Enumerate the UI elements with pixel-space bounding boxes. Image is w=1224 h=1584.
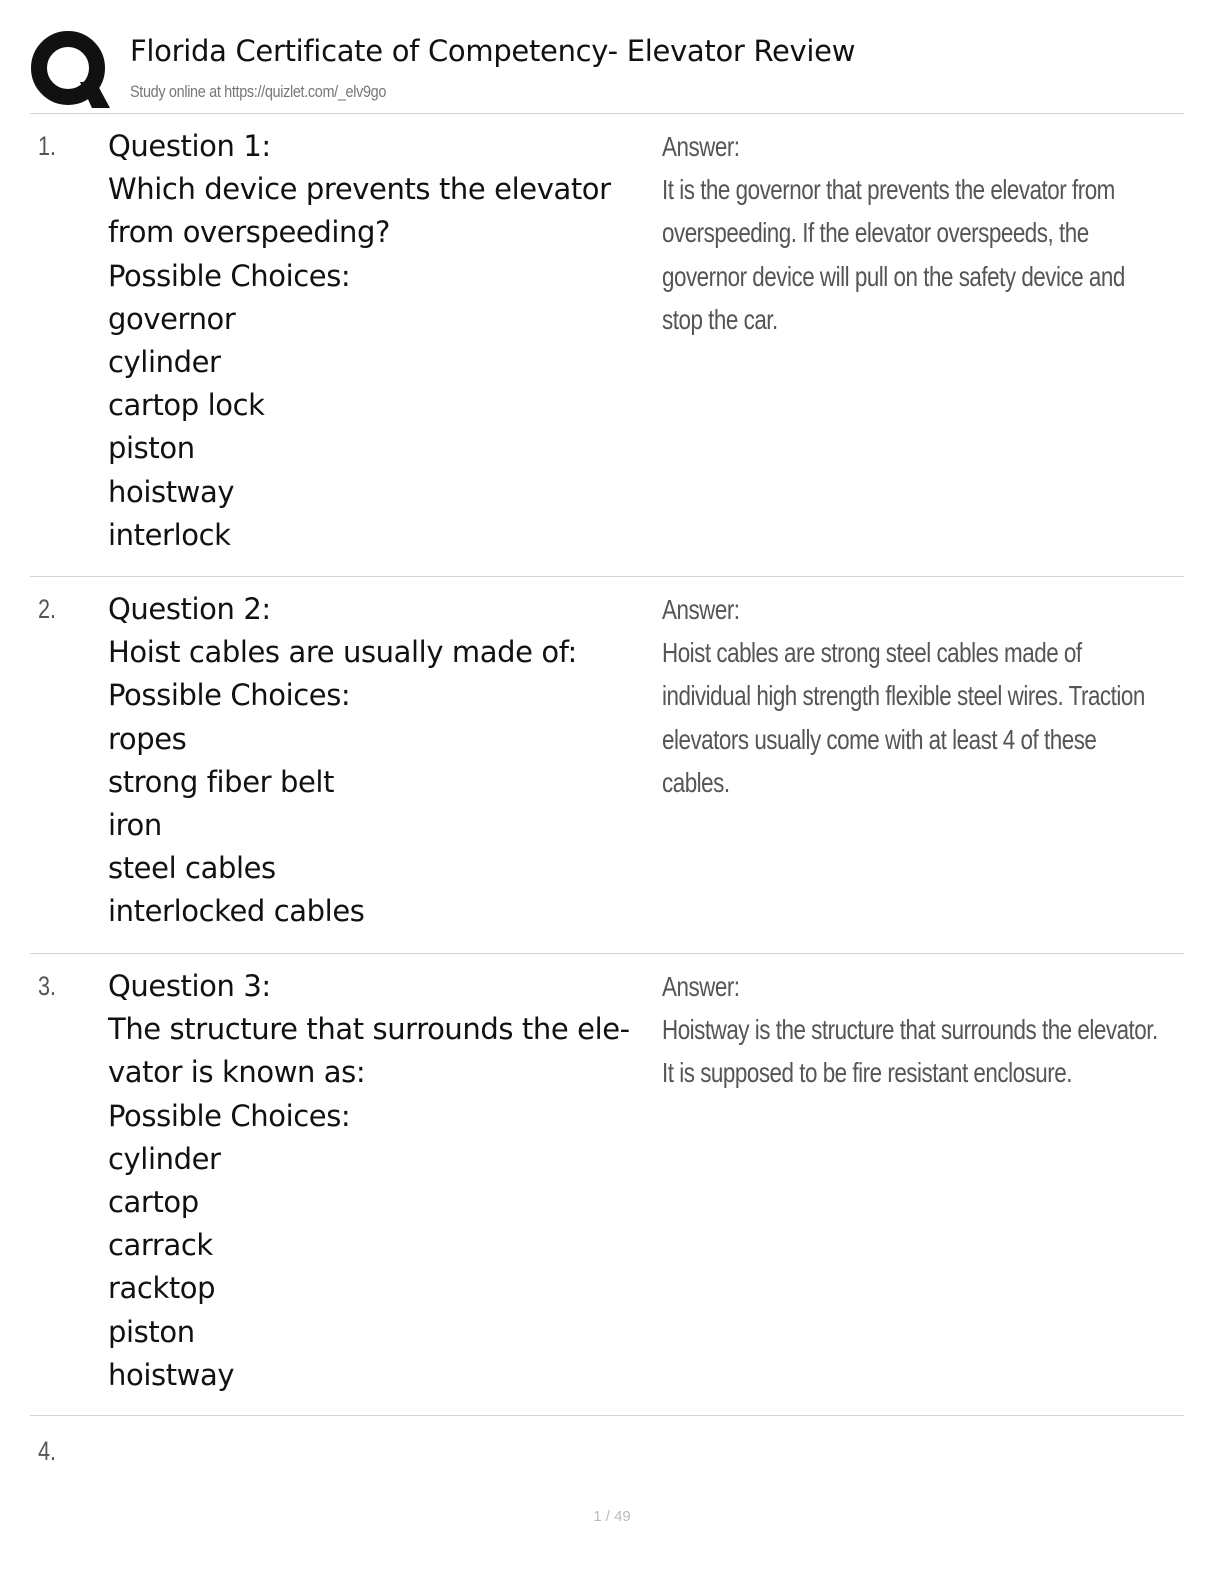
choice: piston [108,1314,195,1349]
question-line: Which device prevents the elevator [108,172,611,207]
card-divider [30,953,1184,954]
question-block [108,588,653,934]
answer-text: It is the governor that prevents the elevator from overspeeding. If the elevator overspeeds, the governor device will pull on the safety device and stop the car. [662,174,1125,335]
choice: iron [108,808,162,843]
answer-label: Answer: [662,131,740,162]
study-online-link[interactable]: Study online at https://quizlet.com/_elv9go [130,82,387,101]
card-divider [30,1415,1184,1416]
question-block [108,125,653,557]
choice: cylinder [108,345,221,380]
choice: hoistway [108,474,235,509]
choice: hoistway [108,1357,235,1392]
choice: cartop lock [108,388,265,423]
quizlet-logo-icon [30,30,110,108]
question-line: Possible Choices: [108,678,351,713]
choice: strong fiber belt [108,764,335,799]
header-divider [30,113,1184,114]
card-divider [30,576,1184,577]
choice: ropes [108,721,187,756]
choice: racktop [108,1271,216,1306]
question-line: Question 3: [108,969,271,1003]
choice: steel cables [108,851,276,886]
card-number: 1. [38,131,57,161]
choice: cylinder [108,1141,221,1176]
question-line: The structure that surrounds the ele- [108,1012,630,1047]
answer-text: Hoist cables are strong steel cables made of individual high strength flexible steel wires. Traction elevators usually come with at least 4 of these cables. [662,637,1145,798]
card-number: 4. [38,1436,57,1466]
choice: interlocked cables [108,894,365,929]
choice: governor [108,301,236,336]
answer-block [662,965,1158,1095]
answer-text: Hoistway is the structure that surrounds the elevator. It is supposed to be fire resistant enclosure. [662,1014,1158,1089]
document-header [30,30,1184,114]
choice: carrack [108,1228,213,1263]
document-title: Florida Certificate of Competency- Elevator Review [130,34,856,68]
choice: cartop [108,1185,199,1220]
answer-block [662,588,1158,804]
question-line: Possible Choices: [108,258,351,293]
page-number: 1 / 49 [593,1508,631,1525]
question-block [108,965,653,1397]
card-number: 2. [38,594,57,624]
question-line: vator is known as: [108,1055,366,1090]
question-line: Hoist cables are usually made of: [108,635,577,670]
answer-label: Answer: [662,594,740,625]
choice: interlock [108,517,231,552]
question-line: Question 2: [108,592,271,626]
choice: piston [108,431,195,466]
answer-label: Answer: [662,971,740,1002]
question-line: from overspeeding? [108,215,391,250]
card-number: 3. [38,971,57,1001]
answer-block [662,125,1158,341]
question-line: Question 1: [108,129,271,163]
question-line: Possible Choices: [108,1098,351,1133]
